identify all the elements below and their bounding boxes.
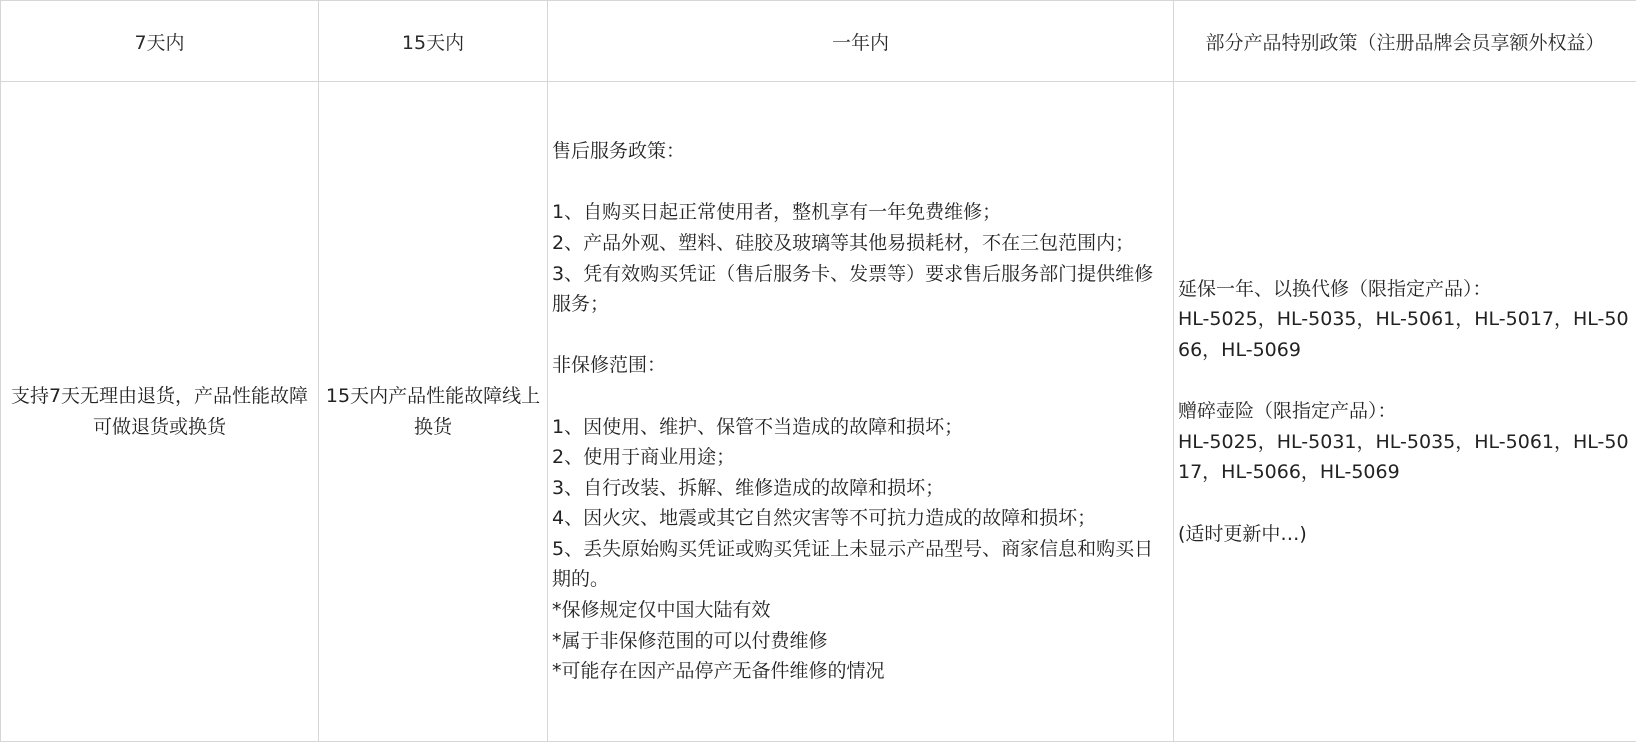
warranty-note: *属于非保修范围的可以付费维修 [552,629,828,652]
service-policy-title: 售后服务政策： [552,140,686,163]
table-header-row [1,1,1636,82]
extended-warranty-title: 延保一年、以换代修（限指定产品）： [1178,277,1492,300]
cell-15-days [319,82,548,742]
service-item: 1、自购买日起正常使用者，整机享有一年免费维修； [552,201,1002,224]
updating-note: (适时更新中…) [1178,522,1307,545]
spacer [1178,366,1632,397]
service-item: 3、凭有效购买凭证（售后服务卡、发票等）要求售后服务部门提供维修服务； [552,262,1154,316]
service-item: 2、产品外观、塑料、硅胶及玻璃等其他易损耗材，不在三包范围内； [552,231,1135,254]
header-15-days: 15天内 [319,1,548,82]
return-policy-text: 支持7天无理由退货，产品性能故障可做退货或换货 [10,384,309,438]
exclusion-item: 4、因火灾、地震或其它自然灾害等不可抗力造成的故障和损坏； [552,507,1097,530]
spacer [552,167,1169,198]
spacer [552,381,1169,412]
cell-special-policy [1174,82,1636,742]
exclusion-item: 3、自行改装、拆解、维修造成的故障和损坏； [552,476,945,499]
header-7-days: 7天内 [1,1,319,82]
cell-one-year [548,82,1174,742]
spacer [1178,488,1632,519]
header-one-year: 一年内 [548,1,1174,82]
warranty-note: *可能存在因产品停产无备件维修的情况 [552,660,885,683]
exclusion-item: 2、使用于商业用途； [552,446,736,469]
exclusion-item: 5、丢失原始购买凭证或购买凭证上未显示产品型号、商家信息和购买日期的。 [552,537,1154,591]
breakage-insurance-title: 赠碎壶险（限指定产品）： [1178,400,1397,423]
table-body-row [1,82,1636,742]
spacer [552,320,1169,351]
header-special-policy: 部分产品特别政策（注册品牌会员享额外权益） [1174,1,1636,82]
cell-7-days [1,82,319,742]
breakage-insurance-models: HL-5025，HL-5031，HL-5035，HL-5061，HL-5017，HL-5066，HL-5069 [1178,430,1629,484]
exclusion-item: 1、因使用、维护、保管不当造成的故障和损坏； [552,415,964,438]
warranty-note: *保修规定仅中国大陆有效 [552,599,771,622]
exclusion-title: 非保修范围： [552,354,667,377]
exchange-policy-text: 15天内产品性能故障线上换货 [325,384,541,438]
extended-warranty-models: HL-5025，HL-5035，HL-5061，HL-5017，HL-5066，HL-5069 [1178,308,1629,362]
